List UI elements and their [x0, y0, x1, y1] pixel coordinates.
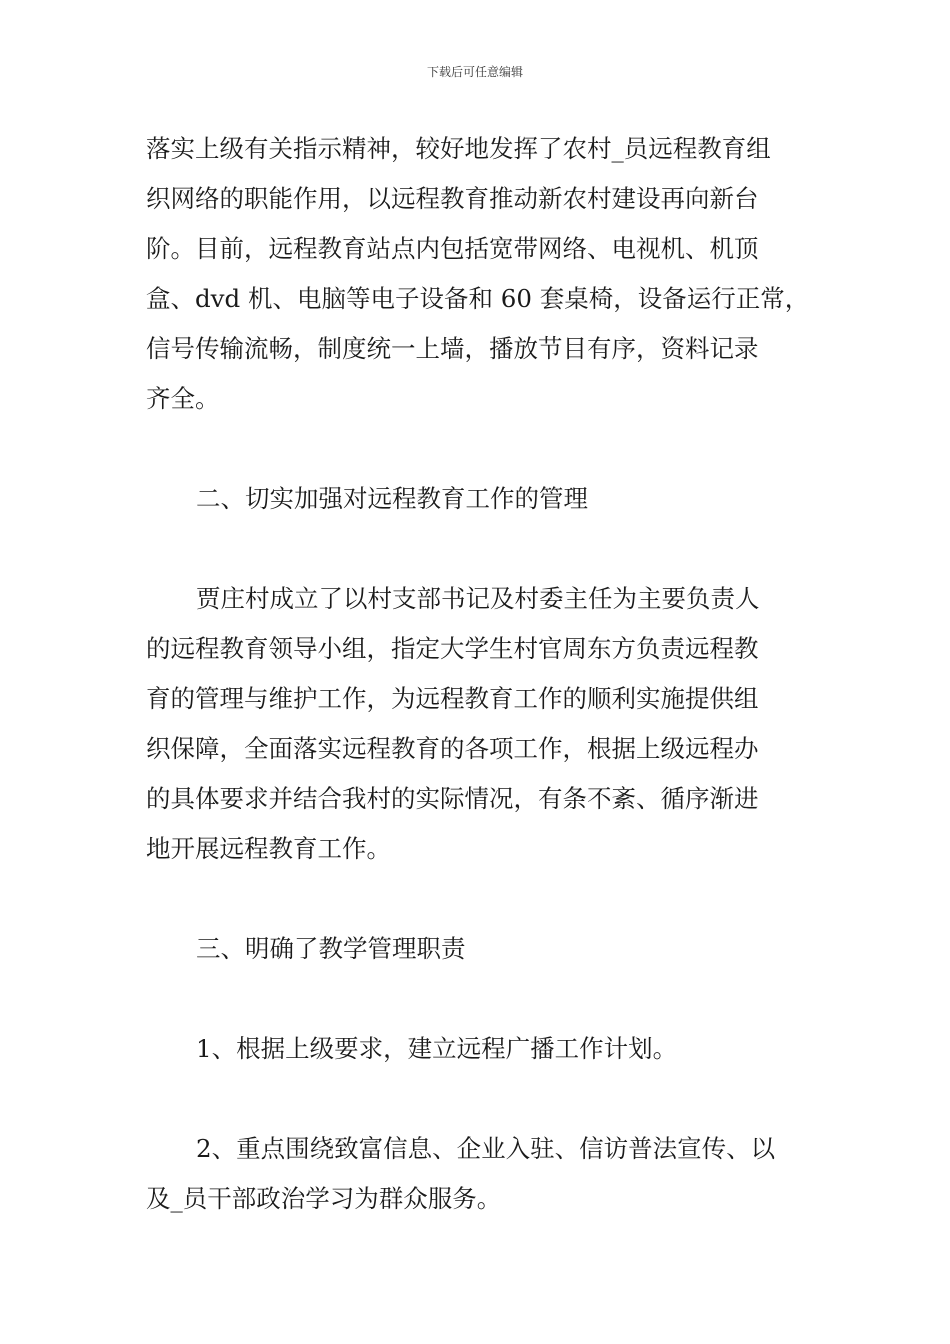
paragraph-spacer	[146, 424, 810, 474]
paragraph-line: 信号传输流畅，制度统一上墙，播放节目有序，资料记录	[146, 334, 759, 363]
paragraph-line: 贾庄村成立了以村支部书记及村委主任为主要负责人	[196, 584, 760, 613]
document-body	[146, 124, 810, 1224]
list-item-text: 1、根据上级要求，建立远程广播工作计划。	[196, 1034, 678, 1063]
paragraph-line: 织保障，全面落实远程教育的各项工作，根据上级远程办	[146, 734, 759, 763]
paragraph-line: 的具体要求并结合我村的实际情况，有条不紊、循序渐进	[146, 784, 759, 813]
paragraph-line: 织网络的职能作用，以远程教育推动新农村建设再向新台	[146, 184, 759, 213]
paragraph-spacer	[146, 874, 810, 924]
paragraph-spacer	[146, 524, 810, 574]
heading-text: 三、明确了教学管理职责	[196, 934, 466, 963]
paragraph-equipment	[146, 124, 810, 424]
paragraph-line: 的远程教育领导小组，指定大学生村官周东方负责远程教	[146, 634, 759, 663]
section-heading-duties	[146, 924, 810, 974]
paragraph-leadership	[146, 574, 810, 874]
paragraph-line: 齐全。	[146, 384, 220, 413]
section-heading-management	[146, 474, 810, 524]
paragraph-line: 落实上级有关指示精神，较好地发挥了农村_员远程教育组	[146, 134, 771, 163]
heading-text: 二、切实加强对远程教育工作的管理	[196, 484, 588, 513]
page-header-note: 下载后可任意编辑	[426, 65, 523, 79]
paragraph-spacer	[146, 974, 810, 1024]
paragraph-line: 地开展远程教育工作。	[146, 834, 391, 863]
paragraph-line: 育的管理与维护工作，为远程教育工作的顺利实施提供组	[146, 684, 759, 713]
list-item-text: 及_员干部政治学习为群众服务。	[146, 1184, 502, 1213]
list-item-text: 2、重点围绕致富信息、企业入驻、信访普法宣传、以	[196, 1134, 776, 1163]
paragraph-line: 盒、dvd 机、电脑等电子设备和 60 套桌椅，设备运行正常，	[146, 284, 810, 313]
list-item-plan	[146, 1024, 810, 1074]
paragraph-line: 阶。目前，远程教育站点内包括宽带网络、电视机、机顶	[146, 234, 759, 263]
paragraph-spacer	[146, 1074, 810, 1124]
list-item-service	[146, 1124, 810, 1224]
